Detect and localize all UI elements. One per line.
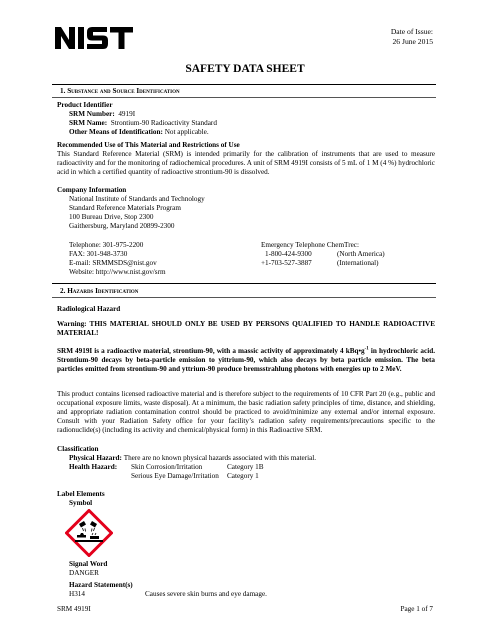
section-rule (52, 97, 436, 98)
company-line: 100 Bureau Drive, Stop 2300 (69, 213, 154, 221)
contact-email[interactable]: E-mail: SRMMSDS@nist.gov (69, 259, 157, 267)
section-1-heading: 1. Substance and Source Identification (60, 87, 180, 95)
emergency-row (261, 250, 385, 259)
recommended-use-text: This Standard Reference Material (SRM) is intended primarily for the calibration of instruments that are used to measure radioactivity and for the monitoring of radiochemical procedures. A unit of SRM 4919I consists of 5 mL of 1 M (4 %) hydrochloric acid in which a certified quantity of radioactive strontium-90 is dissolved. (57, 150, 435, 176)
physical-hazard-value: There are no known physical hazards associated with this material. (123, 454, 317, 462)
recommended-use-block (57, 141, 435, 177)
classification-heading: Classification (57, 445, 99, 453)
health-hazard-category: Category 1B (227, 463, 264, 471)
hazard-statements-block (69, 581, 267, 599)
radioactive-description (57, 347, 435, 374)
company-line: Gaithersburg, Maryland 20899-2300 (69, 222, 175, 230)
health-hazard-category: Category 1 (227, 472, 259, 480)
corrosion-pictogram-icon (65, 509, 113, 562)
regulatory-paragraph: This product contains licensed radioactive material and is therefore subject to the requirements of 10 CFR Part 20 (e.g., public and occupational exposure limits, waste disposal). At a minimum, the basic radiation safety principles of time, distance, and shielding, and appropriate radiation contamination control should be practiced to avoid/minimize any external and/or internal exposure. Consult with your Radiation Safety office for your facility’s radiation safety requirements/precautions specific to the radionuclide(s) (including its activity and chemical/physical form) in this Radioactive SRM. (57, 390, 435, 434)
unit-exponent: -1 (364, 346, 369, 352)
section-2-heading: 2. Hazards Identification (60, 287, 139, 295)
signal-word: DANGER (69, 569, 99, 577)
contact-telephone: Telephone: 301-975-2200 (69, 241, 144, 249)
contact-website[interactable]: Website: http://www.nist.gov/srm (69, 268, 166, 276)
srm-name-label: SRM Name: (69, 119, 108, 127)
company-line: National Institute of Standards and Technology (69, 195, 205, 203)
label-elements-title: Label Elements (57, 490, 105, 498)
radioactive-description-b: in hydrochloric acid. Strontium-90 decays by beta-particle emission to yittrium-90, which also decays by beta particle emission. The beta particles emitted from strontium-90 and yttrium-90 produce bremsstrahlung photons with energies up to 2 MeV. (57, 347, 435, 373)
srm-number-label: SRM Number: (69, 110, 115, 118)
document-title: SAFETY DATA SHEET (185, 63, 305, 75)
symbol-label: Symbol (69, 499, 93, 507)
radioactive-description-a: SRM 4919I is a radioactive material, strontium-90, with a massic activity of approximately 4 kBq•g (57, 347, 365, 355)
product-identifier-heading: Product Identifier (57, 101, 113, 109)
srm-name: Strontium-90 Radioactivity Standard (110, 119, 217, 127)
date-value: 26 June 2015 (392, 37, 433, 46)
health-hazard-name: Serious Eye Damage/Irritation (131, 472, 219, 480)
section-rule (52, 283, 436, 284)
health-hazard-name: Skin Corrosion/Irritation (131, 463, 203, 471)
warning-text: Warning: THIS MATERIAL SHOULD ONLY BE USED BY PERSONS QUALIFIED TO HANDLE RADIOACTIVE MATERIAL! (57, 320, 435, 337)
emergency-region: (North America) (337, 250, 385, 258)
nist-logo (55, 27, 133, 49)
other-means: Not applicable. (164, 128, 209, 136)
emergency-number: +1-703-527-3887 (261, 259, 312, 267)
emergency-region: (International) (337, 259, 379, 267)
other-means-label: Other Means of Identification: (69, 128, 163, 136)
company-info-heading: Company Information (57, 186, 127, 194)
section-rule (52, 84, 436, 85)
hazard-code: H314 (69, 590, 85, 598)
emergency-number: 1-800-424-9300 (265, 250, 312, 258)
contact-fax: FAX: 301-948-3730 (69, 250, 128, 258)
section-rule (52, 297, 436, 298)
product-identifier-block (57, 101, 217, 137)
emergency-row (261, 259, 385, 268)
date-label: Date of Issue: (390, 27, 433, 36)
radiological-hazard-heading: Radiological Hazard (57, 305, 121, 313)
company-address (57, 195, 205, 231)
physical-hazard-label: Physical Hazard: (69, 454, 122, 462)
emergency-heading: Emergency Telephone ChemTrec: (261, 241, 359, 249)
recommended-use-heading: Recommended Use of This Material and Restrictions of Use (57, 141, 240, 149)
health-hazard-label: Health Hazard: (69, 463, 118, 471)
date-of-issue (391, 27, 433, 47)
footer-srm: SRM 4919I (57, 605, 91, 613)
hazard-statements-label: Hazard Statement(s) (69, 581, 133, 589)
signal-word-block (69, 560, 107, 578)
srm-number: 4919I (118, 110, 136, 118)
classification-block (57, 445, 316, 481)
contact-list (69, 241, 166, 277)
emergency-contacts (261, 241, 385, 268)
hazard-text: Causes severe skin burns and eye damage. (145, 590, 267, 598)
footer-page-number: Page 1 of 7 (400, 605, 433, 613)
label-elements-heading (57, 490, 105, 508)
company-line: Standard Reference Materials Program (69, 204, 181, 212)
company-info-block (57, 186, 205, 231)
signal-word-label: Signal Word (69, 560, 108, 568)
